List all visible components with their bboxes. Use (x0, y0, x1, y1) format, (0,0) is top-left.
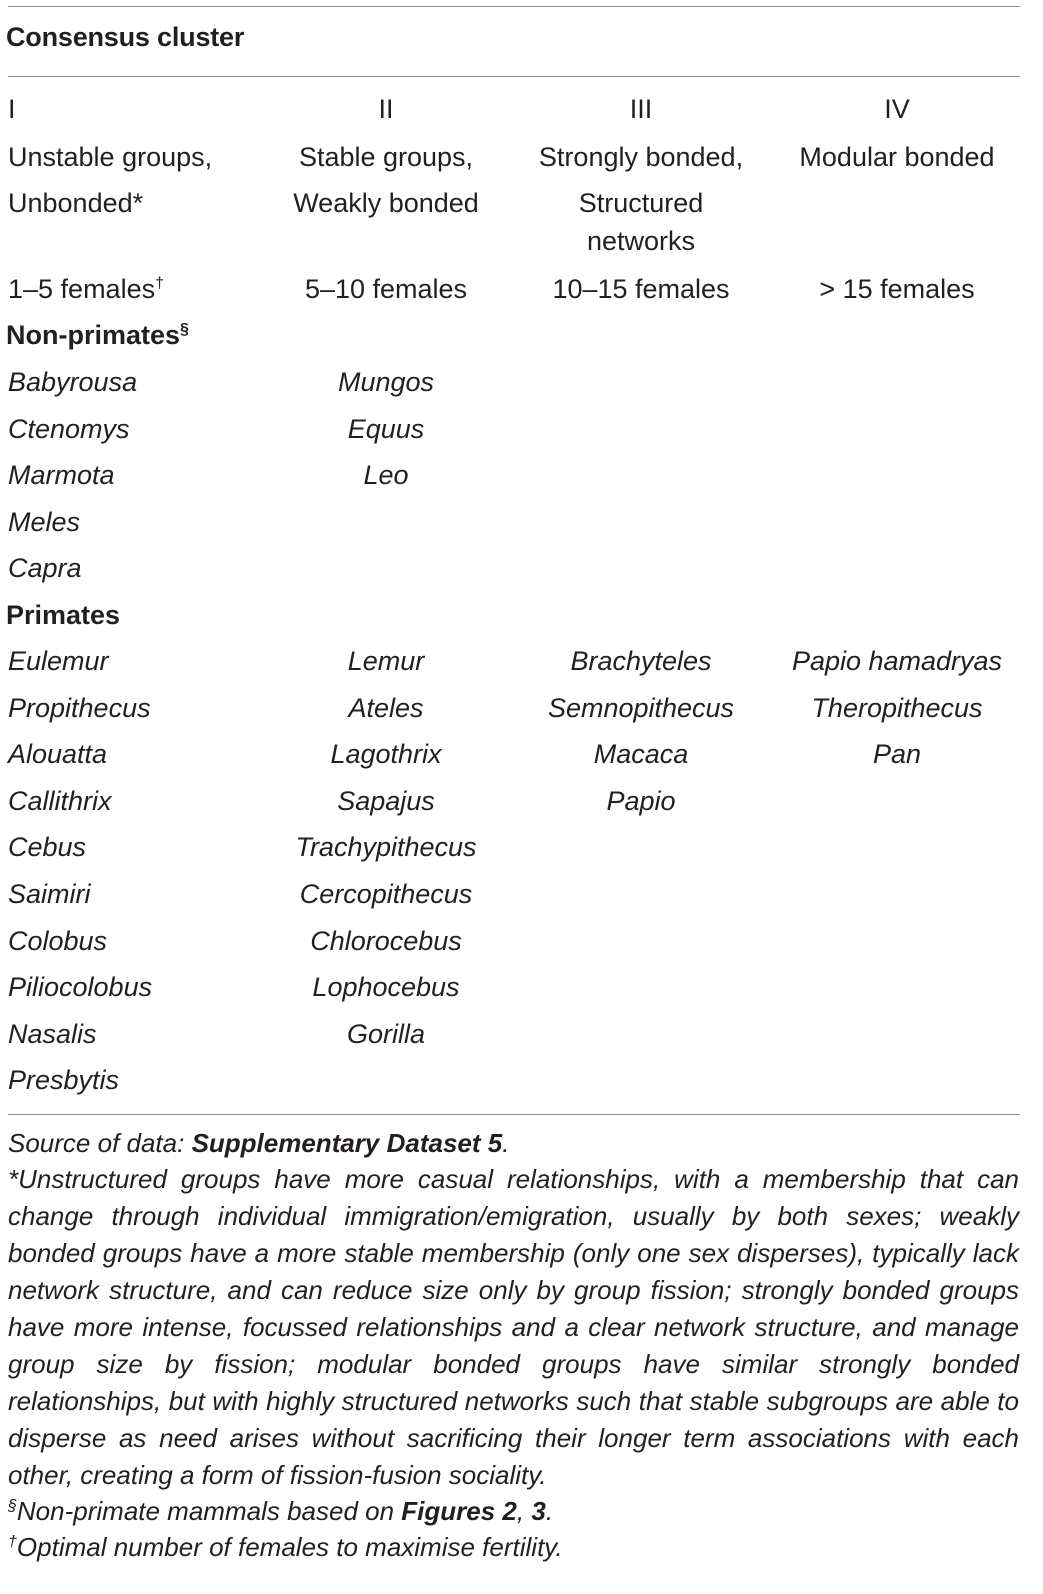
species-cell: Brachyteles (570, 646, 712, 676)
asterisk-note: *Unstructured groups have more casual relationships, with a membership that can change through individual immigration/emigration, usually by both sexes; weakly bonded groups have a more stable membership (only one sex disperses), typically lack network structure, and can reduce size only by group fission; strongly bonded groups have more intense, focussed relationships and a clear network structure, and manage group size by fission; modular bonded groups have similar strongly bonded relationships, but with highly structured networks such that stable subgroups are able to disperse as need arises without sacrificing their longer term associations with each other, creating a form of fission-fusion sociality. (8, 1164, 1019, 1490)
species-cell: Nasalis (8, 1019, 97, 1049)
species-cell: Propithecus (8, 693, 151, 723)
species-cell: Piliocolobus (8, 972, 153, 1002)
col3-descriptor-line2: Structured (578, 188, 704, 218)
species-cell: Babyrousa (8, 367, 138, 397)
col3-numeral: III (629, 94, 653, 124)
section-label-non-primates: Non-primates§ (6, 320, 189, 350)
species-cell: Cebus (8, 832, 87, 862)
col2-females: 5–10 females (304, 274, 468, 304)
col4-descriptor: Modular bonded (799, 142, 995, 172)
col1-descriptor-line2: Unbonded* (8, 188, 144, 218)
col4-females: > 15 females (819, 274, 975, 304)
source-note: Source of data: Supplementary Dataset 5. (8, 1128, 510, 1158)
species-cell: Sapajus (337, 786, 435, 816)
species-cell: Gorilla (346, 1019, 426, 1049)
source-link: Supplementary Dataset 5 (191, 1128, 503, 1158)
species-cell: Colobus (8, 926, 108, 956)
species-cell: Lophocebus (312, 972, 460, 1002)
species-cell: Chlorocebus (310, 926, 462, 956)
species-cell: Lemur (347, 646, 425, 676)
table-heading: Consensus cluster (6, 22, 245, 52)
species-cell: Theropithecus (811, 693, 983, 723)
heading-rule (8, 76, 1020, 77)
section-label-primates: Primates (6, 600, 121, 630)
section-mark: § (180, 321, 189, 338)
col2-numeral: II (378, 94, 394, 124)
dagger-mark: † (155, 275, 164, 292)
col3-females: 10–15 females (552, 274, 730, 304)
species-cell: Trachypithecus (295, 832, 477, 862)
species-cell: Saimiri (8, 879, 91, 909)
species-cell: Meles (8, 507, 81, 537)
species-cell: Cercopithecus (299, 879, 473, 909)
bottom-rule (8, 1114, 1020, 1115)
section-mark-note: §Non-primate mammals based on Figures 2, 3. (8, 1496, 554, 1526)
species-cell: Alouatta (8, 739, 108, 769)
col2-descriptor: Stable groups, (298, 142, 474, 172)
species-cell: Lagothrix (330, 739, 442, 769)
species-cell: Papio (606, 786, 676, 816)
species-cell: Callithrix (8, 786, 112, 816)
species-cell: Macaca (593, 739, 689, 769)
species-cell: Marmota (8, 460, 115, 490)
top-rule (8, 6, 1020, 7)
col3-descriptor-line3: networks (586, 226, 696, 256)
col2-descriptor-line2: Weakly bonded (293, 188, 479, 218)
col1-females: 1–5 females† (8, 274, 164, 304)
species-cell: Ateles (348, 693, 424, 723)
species-cell: Pan (872, 739, 922, 769)
species-cell: Semnopithecus (547, 693, 735, 723)
species-cell: Papio hamadryas (791, 646, 1003, 676)
species-cell: Leo (363, 460, 409, 490)
species-cell: Capra (8, 553, 82, 583)
col3-descriptor: Strongly bonded, (538, 142, 744, 172)
species-cell: Presbytis (8, 1065, 120, 1095)
col4-numeral: IV (884, 94, 910, 124)
species-cell: Eulemur (8, 646, 109, 676)
species-cell: Ctenomys (8, 414, 130, 444)
species-cell: Equus (347, 414, 425, 444)
dagger-note: †Optimal number of females to maximise fertility. (8, 1532, 563, 1562)
col1-numeral: I (8, 94, 16, 124)
species-cell: Mungos (337, 367, 435, 397)
col1-descriptor: Unstable groups, (8, 142, 213, 172)
